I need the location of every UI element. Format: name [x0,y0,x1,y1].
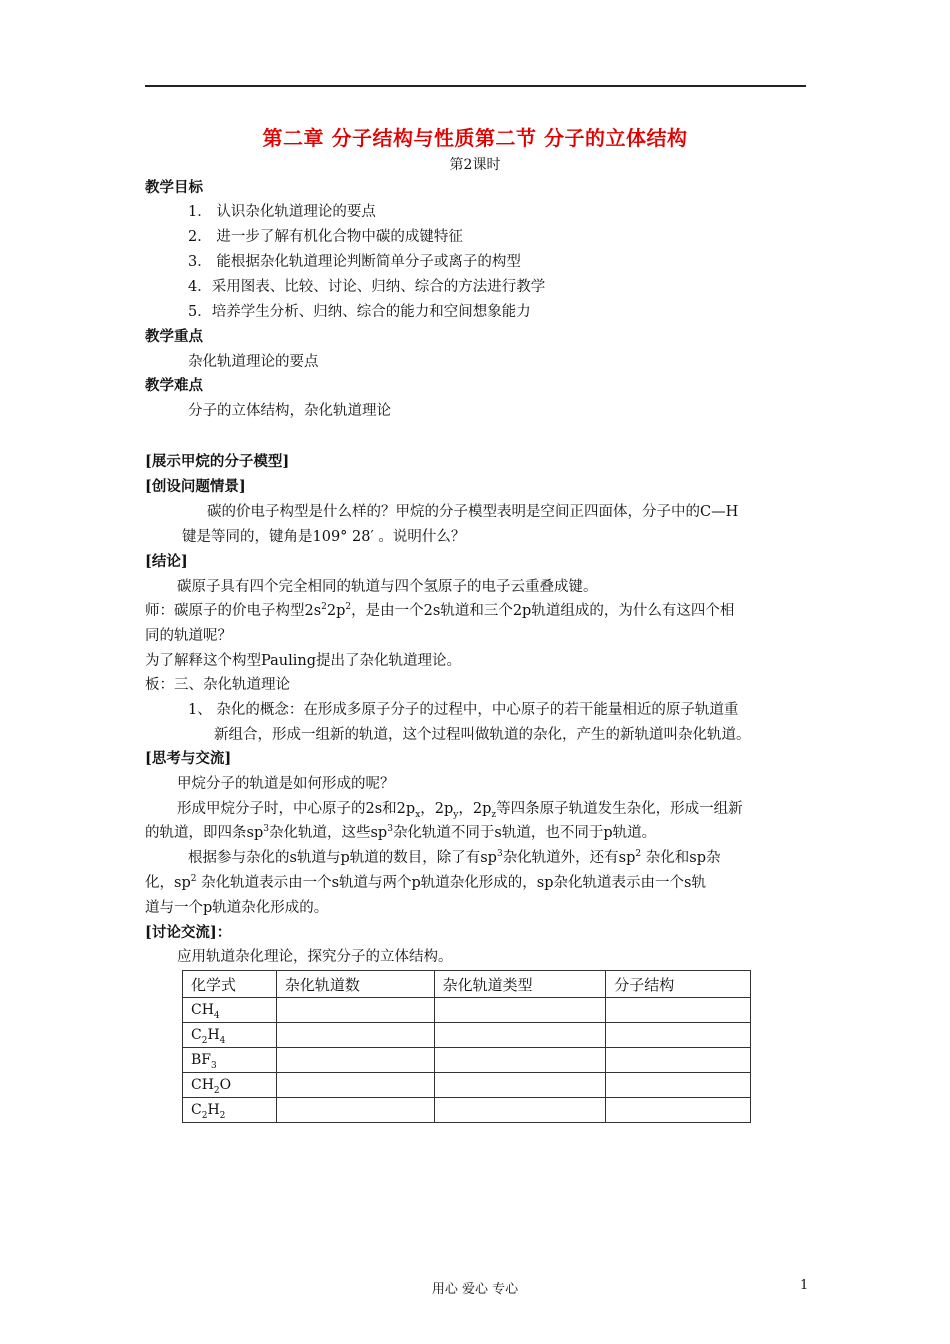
sup-3: 3 [387,824,393,835]
accord2-text-a: 化，sp [145,875,191,891]
goal-item: 1． 认识杂化轨道理论的要点 [188,204,376,220]
formula-sub: 4 [219,1035,226,1046]
formula-sub: 4 [213,1010,220,1021]
accord2-text-b: 杂化轨道表示由一个s轨道与两个p轨道杂化形成的，sp杂化轨道表示由一个s轨 [196,875,706,891]
pauling-text: 为了解释这个构型Pauling提出了杂化轨道理论。 [145,653,461,669]
formula-cell [183,1073,277,1098]
footer-text: 用心 爱心 专心 [431,1282,519,1297]
form-line2 [145,823,656,843]
table-cell [276,1073,434,1098]
accord-line2 [145,873,706,893]
discuss-text: 应用轨道杂化理论，探究分子的立体结构。 [177,949,453,965]
table-cell [606,1098,751,1123]
formula-mid: H [207,1027,220,1043]
table-cell [606,1073,751,1098]
form2-text-a: 的轨道，即四条sp [145,825,264,841]
formula-base: C [191,1027,202,1043]
formula-base: BF [191,1052,212,1068]
formula-mid: H [207,1102,220,1118]
formula-cell [183,1023,277,1048]
table-header-cell: 杂化轨道类型 [434,971,606,998]
page-subtitle: 第2课时 [449,157,501,173]
section-think: [思考与交流] [145,750,232,767]
formula-base: C [191,1102,202,1118]
page-number: 1 [800,1278,809,1293]
goal-item: 4．采用图表、比较、讨论、归纳、综合的方法进行教学 [188,279,546,295]
table-header-row [183,971,751,998]
table-header-cell: 化学式 [183,971,277,998]
key-heading: 教学重点 [145,328,203,345]
formula-cell [183,1048,277,1073]
teacher-text-b: ，是由一个2s轨道和三个2p轨道组成的，为什么有这四个相 [351,603,735,619]
formula-tail: O [219,1077,232,1093]
form-text-b: ，2p [420,801,454,817]
teacher-line2: 同的轨道呢？ [145,628,232,644]
problem-text-line2: 键是等同的，键角是109° 28′ 。说明什么？ [182,529,466,545]
config-s-exp: 2 [321,602,327,613]
table-cell [434,1048,606,1073]
accord-line1 [188,848,721,868]
config-s: 2s [304,603,322,619]
concept-line2: 新组合，形成一组新的轨道，这个过程叫做轨道的杂化，产生的新轨道叫杂化轨道。 [214,727,751,743]
goal-item: 3． 能根据杂化轨道理论判断简单分子或离子的构型 [188,254,521,270]
key-text: 杂化轨道理论的要点 [188,354,319,370]
table-header-cell: 杂化轨道数 [276,971,434,998]
hybridization-table [182,970,751,1123]
section-create-problem: [创设问题情景] [145,478,246,495]
header-rule [145,85,806,87]
form2-text-b: 杂化轨道，这些sp [268,825,388,841]
table-row [183,998,751,1023]
difficulty-heading: 教学难点 [145,377,203,394]
table-row [183,1098,751,1123]
sup-3: 3 [263,824,269,835]
formula-sub: 2 [201,1110,208,1121]
table-row [183,1048,751,1073]
difficulty-text: 分子的立体结构，杂化轨道理论 [188,403,391,419]
table-header-cell: 分子结构 [606,971,751,998]
config-p-exp: 2 [345,602,352,613]
sub-x: x [415,809,421,820]
accord-line3: 道与一个p轨道杂化形成的。 [145,900,329,916]
teacher-text-a: 师：碳原子的价电子构型 [145,603,305,619]
table-cell [434,998,606,1023]
sup-2: 2 [190,874,197,885]
table-cell [434,1073,606,1098]
formula-sub: 3 [211,1060,217,1071]
table-cell [434,1023,606,1048]
table-row [183,1073,751,1098]
conclusion-text: 碳原子具有四个完全相同的轨道与四个氢原子的电子云重叠成键。 [177,579,598,595]
goal-item: 2． 进一步了解有机化合物中碳的成键特征 [188,229,463,245]
sup-3: 3 [496,849,503,860]
formula-base: CH [191,1002,214,1018]
accord-text-b: 杂化轨道外，还有sp [502,850,636,866]
sup-2: 2 [635,849,642,860]
teacher-line1 [145,601,734,621]
page-title: 第二章 分子结构与性质第二节 分子的立体结构 [262,126,688,150]
goal-item: 5．培养学生分析、归纳、综合的能力和空间想象能力 [188,304,531,320]
table-cell [276,1098,434,1123]
table-cell [606,1023,751,1048]
accord-text-c: 杂化和sp杂 [641,850,721,866]
table-cell [606,998,751,1023]
sub-z: z [491,809,497,820]
table-cell [276,1048,434,1073]
problem-text-line1: 碳的价电子构型是什么样的？甲烷的分子模型表明是空间正四面体，分子中的C—H [207,504,739,520]
config-p: 2p [326,603,346,619]
table-cell [606,1048,751,1073]
think-question: 甲烷分子的轨道是如何形成的呢？ [177,776,395,792]
table-row [183,1023,751,1048]
form-text-d: 等四条原子轨道发生杂化，形成一组新 [496,801,743,817]
sub-y: y [453,809,459,820]
table-cell [276,998,434,1023]
accord-text-a: 根据参与杂化的s轨道与p轨道的数目，除了有sp [188,850,497,866]
formula-base: CH [191,1077,214,1093]
section-show-model: [展示甲烷的分子模型] [145,453,290,470]
section-discuss: [讨论交流]： [145,924,232,941]
table-cell [276,1023,434,1048]
formula-cell [183,998,277,1023]
concept-line1: 1、 杂化的概念：在形成多原子分子的过程中，中心原子的若干能量相近的原子轨道重 [188,702,739,718]
goals-heading: 教学目标 [145,179,203,196]
section-conclusion: [结论] [145,553,188,570]
form-line1 [177,799,743,819]
formula-sub: 2 [213,1085,220,1096]
board-text: 板：三、杂化轨道理论 [145,677,290,693]
table-cell [434,1098,606,1123]
form2-text-c: 杂化轨道不同于s轨道，也不同于p轨道。 [392,825,657,841]
formula-sub: 2 [219,1110,226,1121]
form-text-c: ，2p [458,801,492,817]
formula-cell [183,1098,277,1123]
form-text-a: 形成甲烷分子时，中心原子的2s和2p [177,801,416,817]
formula-sub: 2 [201,1035,208,1046]
